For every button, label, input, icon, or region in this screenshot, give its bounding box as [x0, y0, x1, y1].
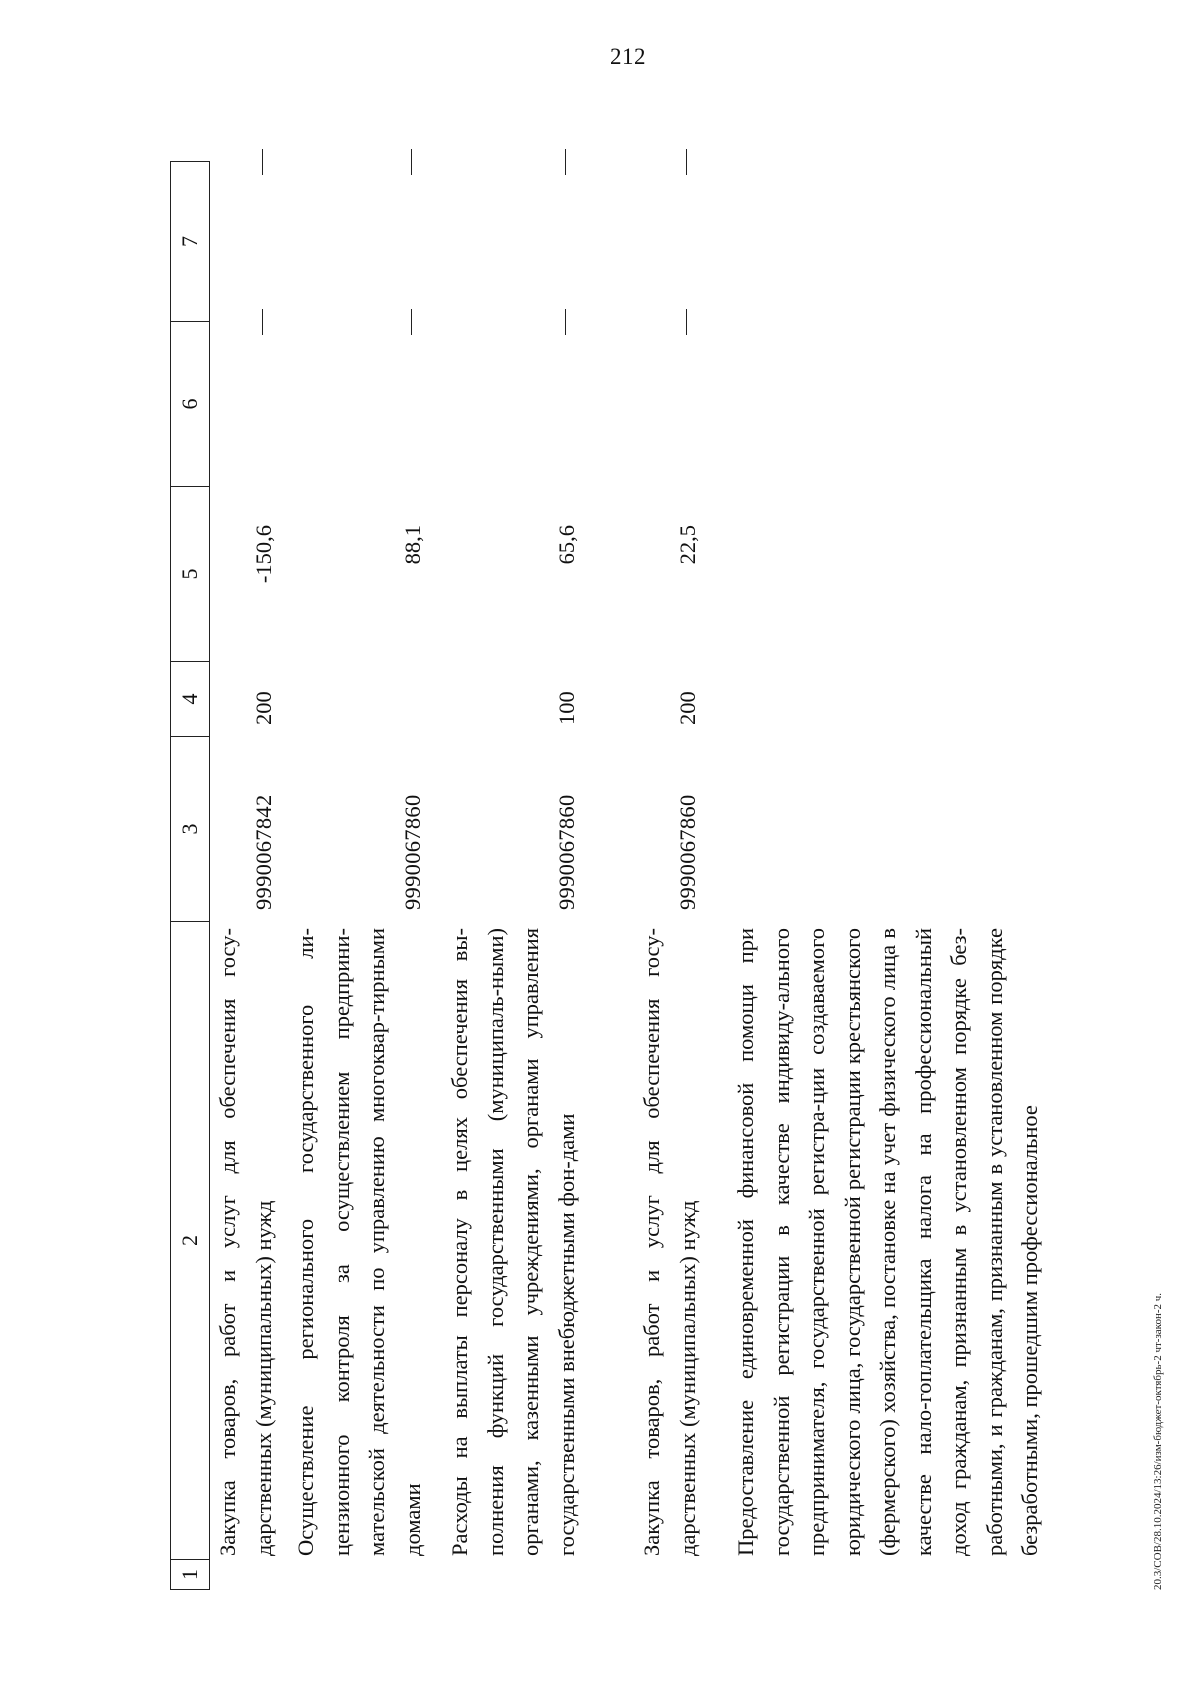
- row-name: Расходы на выплаты персоналу в целях обеспечения вы-полнения функций государственными (муниципаль-ными) органами, казенными учреждениями, органами управления государственными внебюджетными фон-дами: [447, 928, 579, 1556]
- row-code: 9990067860: [399, 794, 425, 910]
- dash-mark: [565, 149, 567, 175]
- row-amount: 22,5: [674, 525, 700, 565]
- row-code: 9990067860: [553, 794, 579, 910]
- table-row: [634, 162, 705, 1590]
- budget-table: [170, 110, 1050, 1590]
- row-amount: 65,6: [553, 525, 579, 565]
- document-footer-code: 20.3/СОВ/28.10.2024/13:26/изм-бюджет-октябрь-2 чт-закон-2 ч.: [1152, 1292, 1164, 1590]
- row-name: Осуществление регионального государственного ли-цензионного контроля за осуществлением предприни-мательской деятельности по управлению многоквар-тирными домами: [293, 928, 425, 1556]
- row-col7-dash: [246, 162, 282, 322]
- row-code: 9990067842: [250, 794, 276, 910]
- page-number: 212: [610, 44, 646, 69]
- row-code: 9990067860: [674, 794, 700, 910]
- row-col6-dash: [395, 322, 431, 487]
- header-col-2: 2: [171, 921, 209, 1559]
- row-col7-dash: [549, 162, 585, 322]
- header-col-1: 1: [171, 1559, 209, 1589]
- dash-mark: [262, 149, 264, 175]
- table-row: [728, 922, 1048, 1590]
- dash-mark: [686, 149, 688, 175]
- row-name: Закупка товаров, работ и услуг для обеспечения госу-дарственных (муниципальных) нужд: [215, 928, 276, 1556]
- table-header-row: [170, 161, 210, 1590]
- dash-mark: [411, 149, 413, 175]
- header-col-3: 3: [171, 736, 209, 921]
- row-col6-dash: [246, 322, 282, 487]
- row-amount: -150,6: [250, 525, 276, 584]
- row-col6-dash: [549, 322, 585, 487]
- header-col-5: 5: [171, 486, 209, 661]
- header-col-6: 6: [171, 321, 209, 486]
- table-row: [288, 162, 430, 1590]
- row-col7-dash: [670, 162, 706, 322]
- row-name: Закупка товаров, работ и услуг для обеспечения госу-дарственных (муниципальных) нужд: [639, 928, 700, 1556]
- row-type: 200: [674, 691, 700, 725]
- header-col-7: 7: [171, 161, 209, 321]
- row-col6-dash: [670, 322, 706, 487]
- rotated-table-sheet: [170, 110, 1050, 1590]
- header-col-4: 4: [171, 661, 209, 736]
- row-name: Предоставление единовременной финансовой помощи при государственной регистрации в качестве индивиду-ального предпринимателя, государственной регистра-ции создаваемого юридического лица, государственной регистрации крестьянского (фермерского) хозяйства, постановке на учет физического лица в качестве нало-гоплательщика налога на профессиональный доход гражданам, признанным в установленном порядке без-работными, и гражданам, признанным в установленном порядке безработными, прошедшим профессиональное: [733, 928, 1042, 1556]
- row-type: 100: [553, 691, 579, 725]
- row-col7-dash: [395, 162, 431, 322]
- table-row: [442, 162, 584, 1590]
- row-amount: 88,1: [399, 525, 425, 565]
- table-row: [210, 162, 281, 1590]
- row-type: 200: [250, 691, 276, 725]
